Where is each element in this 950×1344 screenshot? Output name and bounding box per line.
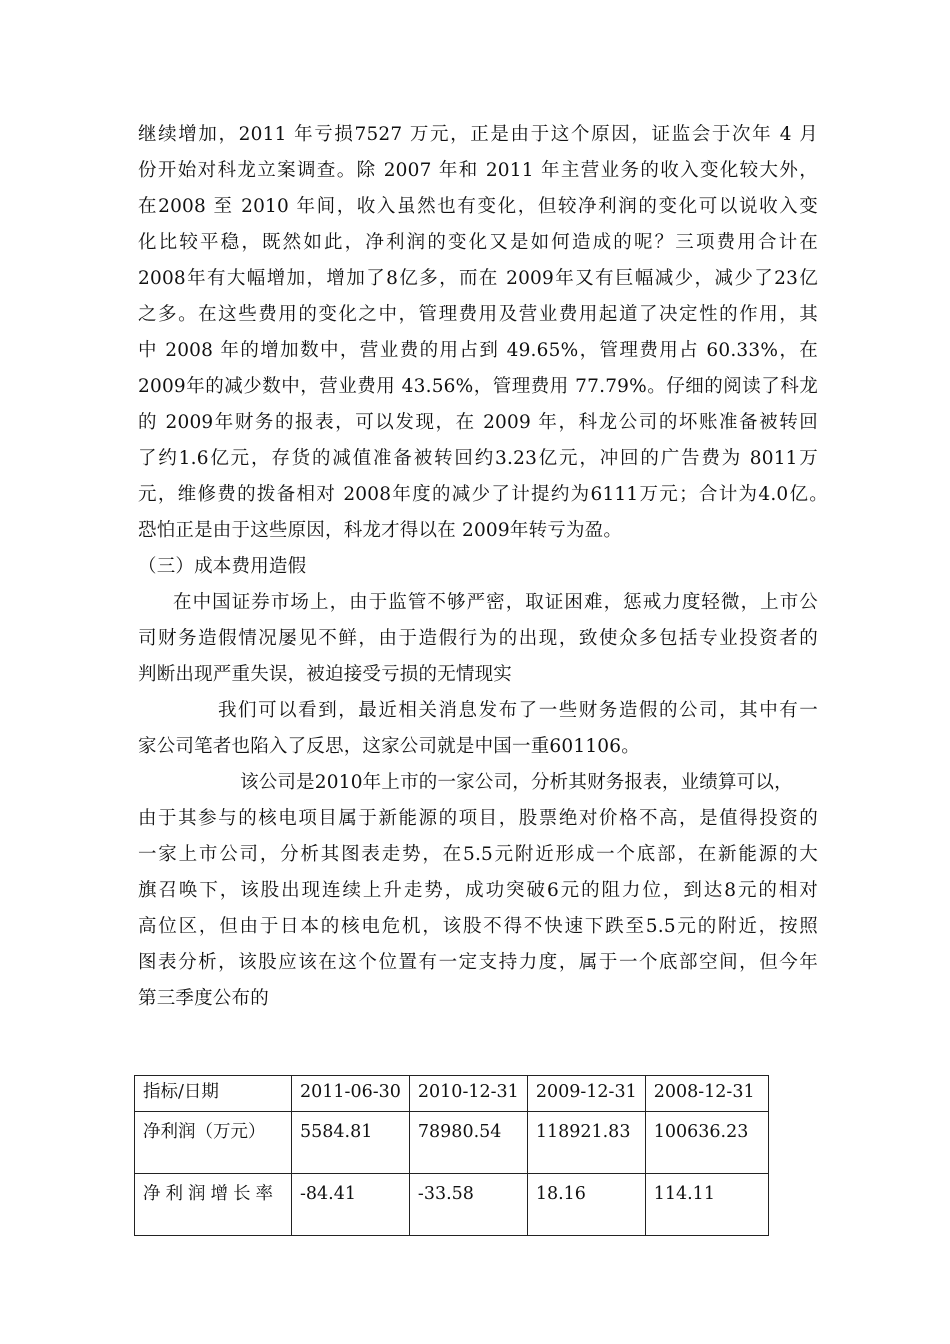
text-line: 旗召唤下，该股出现连续上升走势，成功突破6元的阻力位，到达8元的相对 [138, 880, 818, 901]
table-cell: -33.58 [409, 1174, 527, 1236]
text-line: 在2008 至 2010 年间，收入虽然也有变化，但较净利润的变化可以说收入变 [138, 196, 818, 217]
table-cell: -84.41 [292, 1174, 410, 1236]
net-profit-table [134, 1075, 769, 1236]
text-line: 元，维修费的拨备相对 2008年度的减少了计提约为6111万元；合计为4.0亿。 [138, 484, 828, 505]
text-line: 一家上市公司，分析其图表走势，在5.5元附近形成一个底部，在新能源的大 [138, 844, 818, 865]
table-cell: 78980.54 [409, 1112, 527, 1174]
text-line: 司财务造假情况屡见不鲜，由于造假行为的出现，致使众多包括专业投资者的 [138, 628, 818, 649]
table-header-cell: 2008-12-31 [645, 1076, 768, 1112]
table-row [135, 1174, 769, 1236]
text-line: 继续增加，2011 年亏损7527 万元，正是由于这个原因，证监会于次年 4 月 [138, 124, 818, 145]
text-line: 份开始对科龙立案调查。除 2007 年和 2011 年主营业务的收入变化较大外， [138, 160, 818, 181]
text-line: 恐怕正是由于这些原因，科龙才得以在 2009年转亏为盈。 [138, 520, 623, 541]
table-header-cell: 2010-12-31 [409, 1076, 527, 1112]
table-header-cell: 指标/日期 [135, 1076, 292, 1112]
text-line: 中 2008 年的增加数中，营业费的用占到 49.65%，管理费用占 60.33%，在 [138, 340, 818, 361]
text-line: 之多。在这些费用的变化之中，管理费用及营业费用起道了决定性的作用，其 [138, 304, 818, 325]
text-line: 第三季度公布的 [138, 988, 269, 1009]
text-line: 判断出现严重失误，被迫接受亏损的无情现实 [138, 664, 513, 685]
text-line: 我们可以看到，最近相关消息发布了一些财务造假的公司，其中有一 [218, 700, 818, 721]
table-cell: 118921.83 [527, 1112, 645, 1174]
table-header-cell: 2009-12-31 [527, 1076, 645, 1112]
table-header-cell: 2011-06-30 [292, 1076, 410, 1112]
table-row [135, 1112, 769, 1174]
text-line: 2009年的减少数中，营业费用 43.56%，管理费用 77.79%。仔细的阅读了科龙 [138, 376, 818, 397]
section-heading: （三）成本费用造假 [138, 556, 307, 577]
table-cell: 净利润（万元） [135, 1112, 292, 1174]
text-line: 化比较平稳，既然如此，净利润的变化又是如何造成的呢？三项费用合计在 [138, 232, 818, 253]
text-line: 高位区，但由于日本的核电危机，该股不得不快速下跌至5.5元的附近，按照 [138, 916, 818, 937]
text-line: 家公司笔者也陷入了反思，这家公司就是中国一重601106。 [138, 736, 640, 757]
text-line: 了约1.6亿元，存货的减值准备被转回约3.23亿元，冲回的广告费为 8011万 [138, 448, 818, 469]
text-line: 2008年有大幅增加，增加了8亿多，而在 2009年又有巨幅减少，减少了23亿 [138, 268, 818, 289]
table-cell: 100636.23 [645, 1112, 768, 1174]
text-line: 在中国证券市场上，由于监管不够严密，取证困难，惩戒力度轻微，上市公 [173, 592, 818, 613]
table-cell: 净利润增长率 [135, 1174, 292, 1236]
text-line: 图表分析，该股应该在这个位置有一定支持力度，属于一个底部空间，但今年 [138, 952, 818, 973]
text-line: 该公司是2010年上市的一家公司，分析其财务报表，业绩算可以， [240, 772, 793, 793]
text-line: 由于其参与的核电项目属于新能源的项目，股票绝对价格不高，是值得投资的 [138, 808, 818, 829]
table-header-row [135, 1076, 769, 1112]
table-cell: 5584.81 [292, 1112, 410, 1174]
text-line: 的 2009年财务的报表，可以发现，在 2009 年，科龙公司的坏账准备被转回 [138, 412, 818, 433]
table-cell: 114.11 [645, 1174, 768, 1236]
table-cell: 18.16 [527, 1174, 645, 1236]
